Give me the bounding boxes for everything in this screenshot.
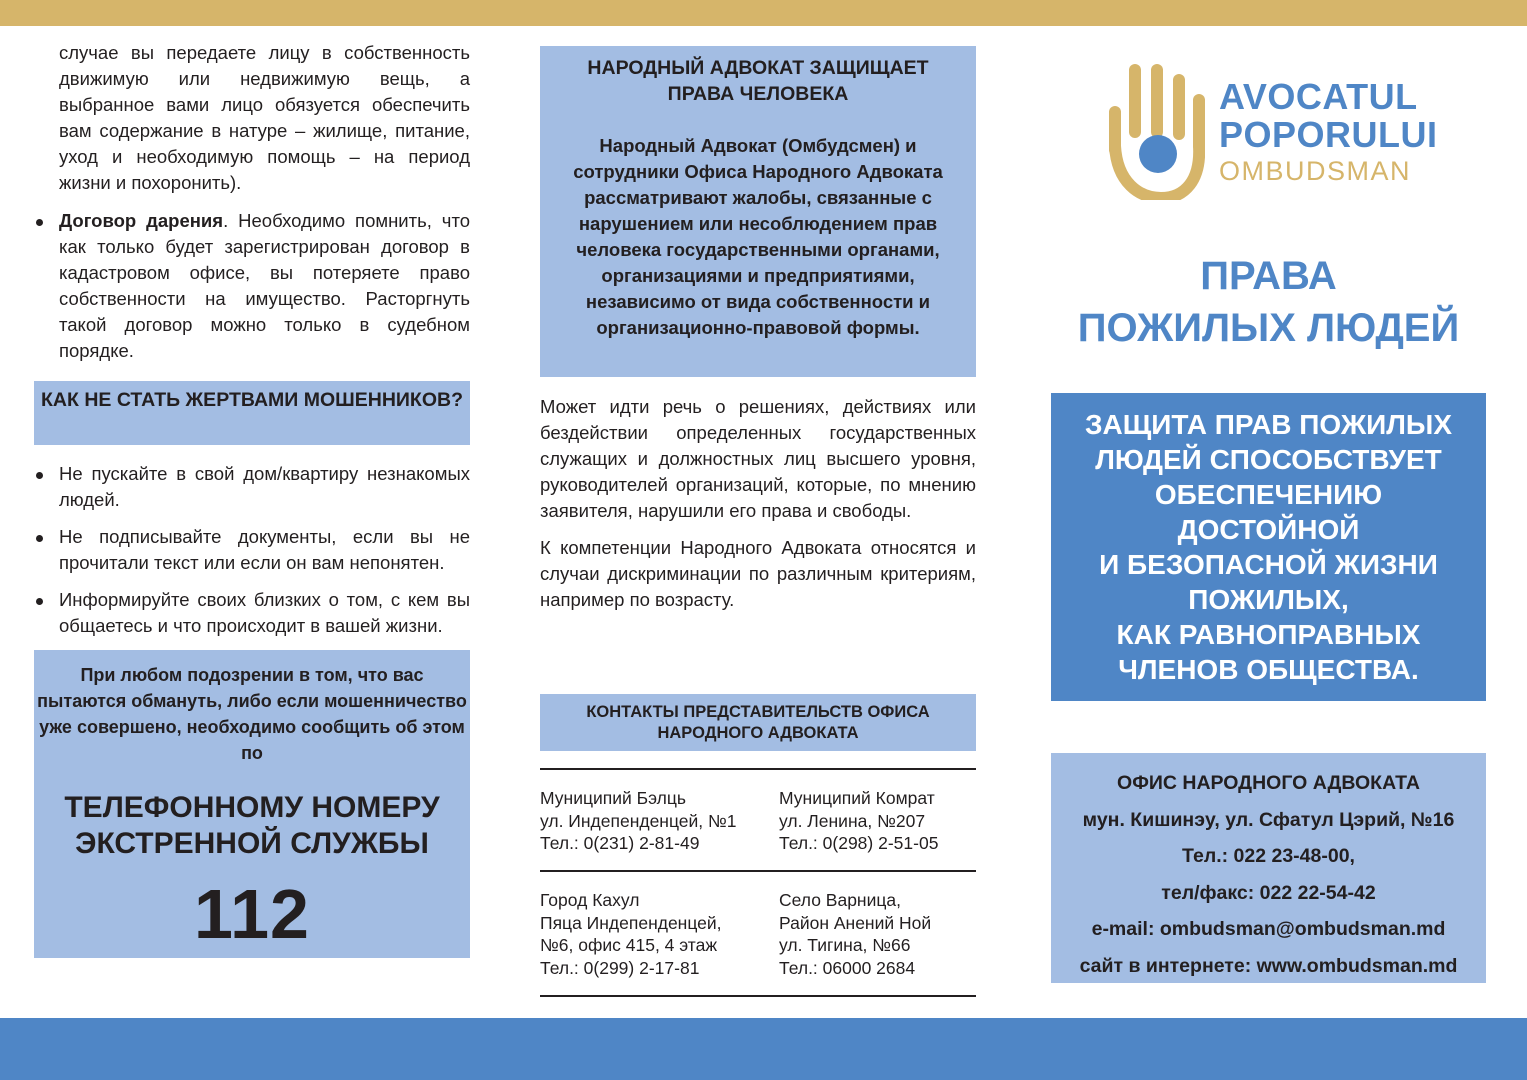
scam-tips-list (34, 461, 470, 639)
contact-line: Район Анений Ной (779, 912, 932, 933)
list-item (34, 461, 470, 513)
logo-line: OMBUDSMAN (1219, 156, 1412, 186)
bullet-icon (36, 219, 43, 226)
contract-list (34, 208, 470, 364)
middle-panel (540, 46, 976, 1006)
contact-line: Тел.: 0(299) 2-17-81 (540, 957, 700, 978)
tip-text: Не пускайте в свой дом/квартиру незнакомых людей. (59, 463, 470, 510)
logo-line: AVOCATUL (1219, 76, 1418, 117)
contacts-heading: КОНТАКТЫ ПРЕДСТАВИТЕЛЬСТВ ОФИСА НАРОДНОГО АДВОКАТА (540, 694, 976, 751)
office-address: мун. Кишинэу, ул. Сфатул Цэрий, №16 (1082, 808, 1455, 831)
contact-line: Муниципий Комрат (779, 788, 935, 808)
ombudsman-rights-text: Народный Адвокат (Омбудсмен) и сотрудники Офиса Народного Адвоката рассматривают жалобы, связанные с нарушением или несоблюдением прав человека государственными органами, организациями и предприятиями, независимо от вида собственности и организационно-правовой формы. (573, 135, 943, 338)
gift-contract-term: Договор дарения (59, 210, 224, 231)
mission-line: ЧЛЕНОВ ОБЩЕСТВА. (1118, 654, 1419, 685)
contact-line: Тел.: 0(231) 2-81-49 (540, 833, 700, 854)
discrimination-text: К компетенции Народного Адвоката относятся и случаи дискриминации по различным критериям, например по возрасту. (540, 537, 976, 610)
mission-line: ОБЕСПЕЧЕНИЮ (1154, 479, 1383, 510)
contact-line: №6, офис 415, 4 этаж (540, 935, 718, 956)
contact-varnita (779, 889, 931, 979)
bullet-icon (36, 535, 43, 542)
mission-line: ЗАЩИТА ПРАВ ПОЖИЛЫХ (1084, 409, 1453, 440)
bullet-icon (36, 598, 43, 605)
complaint-scope-text: Может идти речь о решениях, действиях или бездействии определенных государственных служащих и должностных лиц высшего уровня, руководителей организаций, которые, по мнению заявителя, нарушили его права и свободы. (540, 396, 976, 521)
emergency-box (34, 650, 470, 958)
list-item (34, 208, 470, 364)
mission-line: ПОЖИЛЫХ, (1188, 584, 1349, 615)
left-panel (34, 40, 470, 958)
ombudsman-rights-box (540, 46, 976, 377)
mission-line: И БЕЗОПАСНОЙ ЖИЗНИ (1099, 549, 1438, 580)
contact-line: Тел.: 0(298) 2-51-05 (779, 833, 939, 854)
office-email: e-mail: ombudsman@ombudsman.md (1091, 918, 1446, 941)
emergency-title (34, 790, 470, 862)
emergency-title-line: ЭКСТРЕННОЙ СЛУЖБЫ (75, 827, 429, 860)
office-title: ОФИС НАРОДНОГО АДВОКАТА (1117, 772, 1420, 794)
contact-comrat (779, 787, 938, 855)
logo-line: POPORULUI (1219, 114, 1438, 155)
contact-line: Тел.: 06000 2684 (779, 957, 916, 978)
mission-box (1051, 393, 1486, 701)
tip-text: Информируйте своих близких о том, с кем вы общаетесь и что происходит в вашей жизни. (59, 589, 470, 636)
tip-text: Не подписывайте документы, если вы не прочитали текст или если он вам непонятен. (59, 526, 470, 573)
emergency-text: При любом подозрении в том, что вас пытаются обмануть, либо если мошенничество уже совершено, необходимо сообщить об этом по (37, 665, 467, 763)
logo-wordmark (1219, 78, 1438, 188)
gift-contract-text: . Необходимо помнить, что как только будет зарегистрирован договор в кадастровом офисе, вы потеряете право собственности на имущество. Расторгнуть такой договор можно только в судебном порядке. (59, 210, 470, 361)
office-website: сайт в интернете: www.ombudsman.md (1079, 954, 1458, 977)
title-line: ПОЖИЛЫХ ЛЮДЕЙ (1077, 306, 1460, 350)
contact-cahul (540, 889, 722, 979)
contact-balti (540, 787, 737, 855)
divider (540, 768, 976, 770)
divider (540, 995, 976, 997)
list-item (34, 524, 470, 576)
hand-logo-icon (1109, 64, 1205, 200)
right-panel (1051, 50, 1486, 990)
bottom-decorative-bar (0, 1018, 1527, 1080)
contact-line: ул. Ленина, №207 (779, 810, 926, 831)
list-item (34, 587, 470, 639)
contact-line: Пяца Индепенденцей, (540, 912, 722, 933)
contact-line: ул. Индепенденцей, №1 (540, 810, 737, 831)
top-decorative-bar (0, 0, 1527, 26)
contact-line: Село Варница, (779, 890, 901, 910)
title-line: ПРАВА (1200, 254, 1337, 298)
scam-section-heading: КАК НЕ СТАТЬ ЖЕРТВАМИ МОШЕННИКОВ? (34, 381, 470, 445)
rent-contract-text: случае вы передаете лицу в собственность движимую или недвижимую вещь, а выбранное вами лицо обязуется обеспечить вам содержание в натуре – жилище, питание, уход и необходимую помощь – на период жизни и похоронить). (59, 42, 470, 193)
mission-line: ДОСТОЙНОЙ (1177, 514, 1360, 545)
emergency-title-line: ТЕЛЕФОННОМУ НОМЕРУ (64, 791, 440, 824)
ombudsman-rights-title: НАРОДНЫЙ АДВОКАТ ЗАЩИЩАЕТ ПРАВА ЧЕЛОВЕКА (587, 57, 929, 105)
contact-line: Город Кахул (540, 890, 640, 910)
emergency-number: 112 (194, 875, 310, 953)
mission-line: ЛЮДЕЙ СПОСОБСТВУЕТ (1095, 444, 1442, 475)
bullet-icon (36, 472, 43, 479)
mission-line: КАК РАВНОПРАВНЫХ (1116, 619, 1421, 650)
office-fax: тел/факс: 022 22-54-42 (1161, 881, 1376, 904)
office-box (1051, 753, 1486, 983)
brochure-title (1051, 250, 1486, 354)
contact-line: ул. Тигина, №66 (779, 935, 911, 956)
divider (540, 870, 976, 872)
office-phone: Тел.: 022 23-48-00, (1182, 845, 1355, 868)
contact-line: Муниципий Бэлць (540, 788, 687, 808)
